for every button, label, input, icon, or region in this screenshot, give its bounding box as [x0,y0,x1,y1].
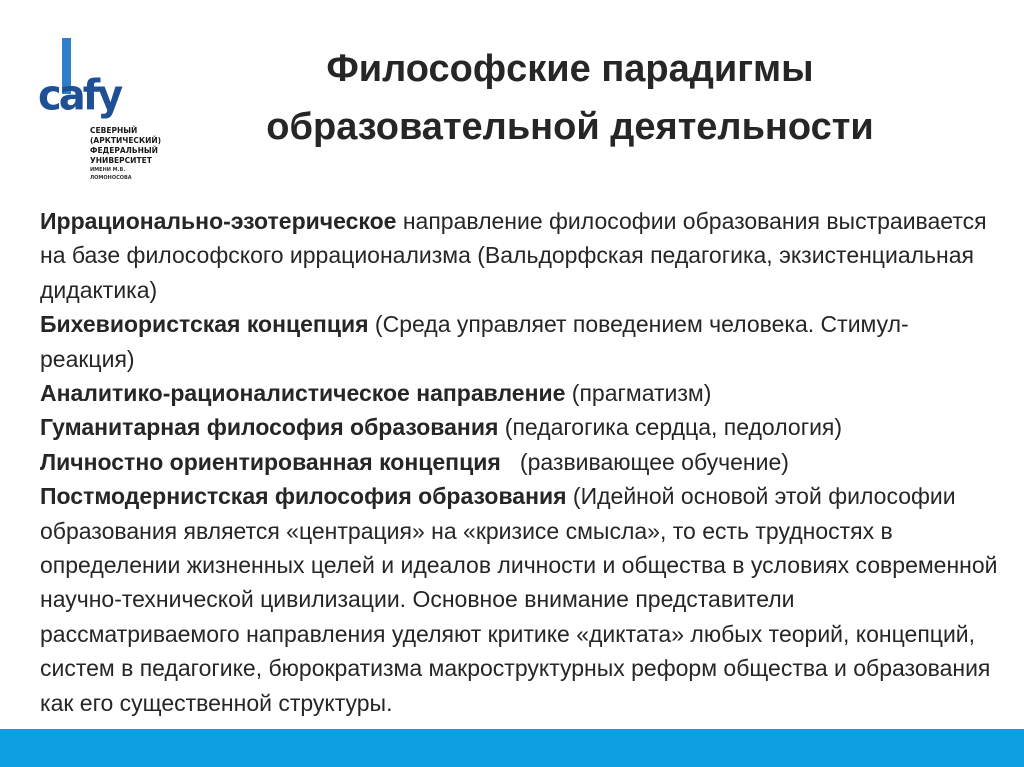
bottom-accent-bar [0,729,1024,767]
paradigm-item-analytic [40,376,1000,410]
paradigm-name: Гуманитарная философия образования [40,414,499,441]
paradigm-item-humanitarian [40,410,1000,444]
university-logo [38,30,162,190]
paradigm-name: Постмодернистская философия образования [40,483,567,510]
paradigm-description: (развивающее обучение) [500,448,789,475]
logo-caption-sub: ИМЕНИ М.В. ЛОМОНОСОВА [90,167,132,181]
paradigm-item-personality [40,445,1000,479]
paradigm-description: (Среда управляет поведением человека. Стимул-реакция) [40,311,909,372]
logo-caption-line: СЕВЕРНЫЙ [90,126,138,135]
paradigm-item-postmodern [40,479,1000,720]
paradigm-item-behaviorist [40,307,1000,376]
paradigm-name: Аналитико-рационалистическое направление [40,380,566,407]
paradigm-name: Личностно ориентированная концепция [40,448,501,475]
slide-title [140,40,1000,156]
paradigm-description: (прагматизм) [565,380,712,407]
logo-mark: cafy [38,71,121,121]
title-line-2: образовательной деятельности [266,106,874,148]
title-line-1: Философские парадигмы [326,48,814,90]
paradigm-description: (Идейной основой этой философии образования является «центрация» на «кризисе смысла», то есть трудностях в определении жизненных целей и идеалов личности и общества в условиях современной научно-технической цивилизации. Основное внимание представители рассматриваемого направления уделяют критике «диктата» любых теорий, концепций, систем в педагогике, бюрократизма макроструктурных реформ общества и образования как его существенной структуры. [40,483,998,716]
paradigm-item-irrational [40,204,1000,307]
logo-caption [90,126,162,182]
paradigm-name: Иррационально-эзотерическое [40,208,397,234]
slide-body [40,204,1000,720]
paradigm-name: Бихевиористская концепция [40,311,369,338]
paradigm-description: (педагогика сердца, педология) [498,414,843,441]
logo-caption-line: УНИВЕРСИТЕТ [90,156,152,165]
logo-caption-line: (АРКТИЧЕСКИЙ) [90,136,162,145]
paradigm-description: направление философии образования выстраивается на базе философского иррационализма (Вальдорфская педагогика, экзистенциальная дидактика) [40,208,987,303]
logo-caption-line: ФЕДЕРАЛЬНЫЙ [90,146,158,155]
